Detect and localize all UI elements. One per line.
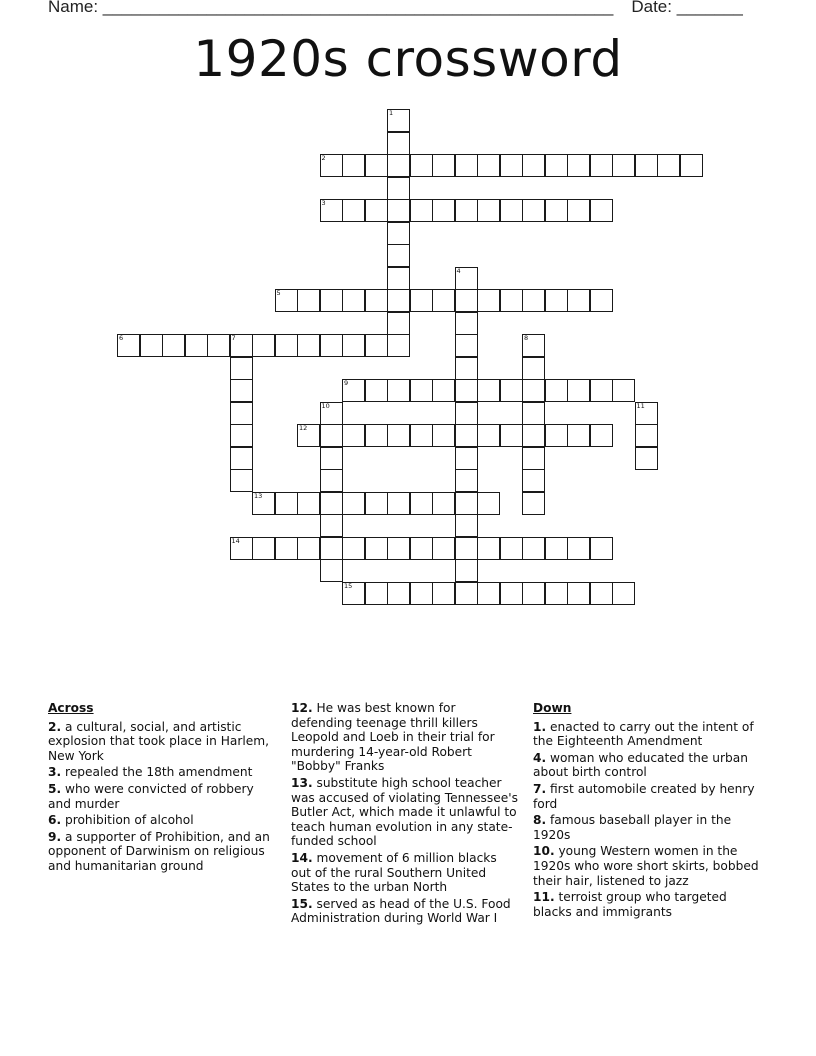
clue-number-label: 15 <box>344 581 353 590</box>
crossword-cell[interactable] <box>252 334 275 357</box>
crossword-cell[interactable] <box>320 469 343 492</box>
crossword-cell[interactable] <box>545 379 568 402</box>
crossword-cell[interactable] <box>635 402 658 425</box>
crossword-cell[interactable] <box>342 492 365 515</box>
crossword-cell[interactable] <box>387 244 410 267</box>
crossword-cell[interactable] <box>387 582 410 605</box>
crossword-cell[interactable] <box>275 492 298 515</box>
crossword-cell[interactable] <box>320 154 343 177</box>
crossword-cell[interactable] <box>432 289 455 312</box>
crossword-cell[interactable] <box>275 537 298 560</box>
crossword-cell[interactable] <box>567 154 590 177</box>
down-heading: Down <box>533 701 572 715</box>
crossword-cell[interactable] <box>522 537 545 560</box>
crossword-cell[interactable] <box>387 424 410 447</box>
crossword-cell[interactable] <box>455 357 478 380</box>
crossword-cell[interactable] <box>342 154 365 177</box>
clue-number-label: 11 <box>636 401 645 410</box>
crossword-cell[interactable] <box>522 492 545 515</box>
crossword-cell[interactable] <box>275 289 298 312</box>
crossword-cell[interactable] <box>455 424 478 447</box>
crossword-cell[interactable] <box>500 289 523 312</box>
crossword-cell[interactable] <box>230 334 253 357</box>
crossword-cell[interactable] <box>185 334 208 357</box>
crossword-cell[interactable] <box>477 492 500 515</box>
clue-number-label: 5 <box>276 289 281 297</box>
crossword-cell[interactable] <box>635 447 658 470</box>
clue-number: 11. <box>533 890 555 905</box>
across-clue-12 <box>291 701 519 774</box>
crossword-cell[interactable] <box>320 559 343 582</box>
crossword-cell[interactable] <box>612 582 635 605</box>
crossword-cell[interactable] <box>477 289 500 312</box>
clue-text: who were convicted of robbery and murder <box>48 781 254 811</box>
clue-number: 6. <box>48 813 62 828</box>
clue-text: a cultural, social, and artistic explosion that took place in Harlem, New York <box>48 719 270 763</box>
crossword-cell[interactable] <box>410 289 433 312</box>
crossword-cell[interactable] <box>320 537 343 560</box>
crossword-cell[interactable] <box>455 559 478 582</box>
crossword-cell[interactable] <box>410 537 433 560</box>
crossword-cell[interactable] <box>230 447 253 470</box>
crossword-cell[interactable] <box>455 379 478 402</box>
crossword-cell[interactable] <box>432 537 455 560</box>
crossword-cell[interactable] <box>567 582 590 605</box>
clue-number-label: 13 <box>254 491 263 500</box>
clue-text: movement of 6 million blacks out of the rural Southern United States to the urban North <box>291 850 497 895</box>
crossword-cell[interactable] <box>477 424 500 447</box>
down-clue-1 <box>533 720 761 749</box>
across-clues-col2 <box>291 701 519 928</box>
crossword-cell[interactable] <box>567 289 590 312</box>
crossword-cell[interactable] <box>387 132 410 155</box>
crossword-cell[interactable] <box>635 154 658 177</box>
crossword-cell[interactable] <box>545 582 568 605</box>
crossword-cell[interactable] <box>230 402 253 425</box>
crossword-cell[interactable] <box>522 379 545 402</box>
crossword-cell[interactable] <box>230 357 253 380</box>
clue-number: 2. <box>48 719 62 734</box>
across-clue-6 <box>48 813 276 828</box>
crossword-cell[interactable] <box>477 199 500 222</box>
crossword-cell[interactable] <box>320 289 343 312</box>
crossword-cell[interactable] <box>635 424 658 447</box>
crossword-cell[interactable] <box>522 289 545 312</box>
crossword-cell[interactable] <box>342 334 365 357</box>
down-clue-8 <box>533 813 761 842</box>
crossword-cell[interactable] <box>432 424 455 447</box>
crossword-cell[interactable] <box>455 267 478 290</box>
crossword-cell[interactable] <box>522 447 545 470</box>
clue-number: 13. <box>291 775 313 790</box>
crossword-cell[interactable] <box>387 109 410 132</box>
crossword-cell[interactable] <box>162 334 185 357</box>
crossword-cell[interactable] <box>365 492 388 515</box>
clue-number-label: 10 <box>321 401 330 410</box>
clue-text: repealed the 18th amendment <box>65 765 253 780</box>
crossword-cell[interactable] <box>365 154 388 177</box>
crossword-cell[interactable] <box>545 289 568 312</box>
crossword-cell[interactable] <box>500 582 523 605</box>
crossword-cell[interactable] <box>410 492 433 515</box>
clue-text: served as head of the U.S. Food Administration during World War I <box>291 896 511 926</box>
crossword-cell[interactable] <box>432 492 455 515</box>
crossword-cell[interactable] <box>522 402 545 425</box>
crossword-cell[interactable] <box>455 154 478 177</box>
crossword-cell[interactable] <box>477 379 500 402</box>
across-clue-9 <box>48 830 276 874</box>
crossword-cell[interactable] <box>387 267 410 290</box>
clue-number-label: 3 <box>321 199 326 207</box>
clue-text: famous baseball player in the 1920s <box>533 813 732 842</box>
crossword-cell[interactable] <box>365 537 388 560</box>
crossword-cell[interactable] <box>387 289 410 312</box>
crossword-cell[interactable] <box>387 154 410 177</box>
crossword-cell[interactable] <box>500 154 523 177</box>
crossword-cell[interactable] <box>612 379 635 402</box>
crossword-cell[interactable] <box>522 424 545 447</box>
crossword-cell[interactable] <box>500 199 523 222</box>
crossword-cell[interactable] <box>590 154 613 177</box>
crossword-cell[interactable] <box>140 334 163 357</box>
across-clues-col1 <box>48 701 276 876</box>
crossword-cell[interactable] <box>365 199 388 222</box>
clue-text: prohibition of alcohol <box>65 813 194 828</box>
crossword-cell[interactable] <box>455 582 478 605</box>
crossword-cell[interactable] <box>522 357 545 380</box>
crossword-cell[interactable] <box>545 424 568 447</box>
across-clue-2 <box>48 720 276 764</box>
clue-text: substitute high school teacher was accused of violating Tennessee's Butler Act, which made it unlawful to teach human evolution in any state-funded school <box>291 775 518 849</box>
clue-number: 8. <box>533 813 547 828</box>
crossword-cell[interactable] <box>567 424 590 447</box>
crossword-cell[interactable] <box>500 537 523 560</box>
crossword-cell[interactable] <box>387 537 410 560</box>
crossword-cell[interactable] <box>387 177 410 200</box>
clue-number: 9. <box>48 829 62 844</box>
crossword-cell[interactable] <box>252 537 275 560</box>
crossword-cell[interactable] <box>522 154 545 177</box>
clue-number-label: 6 <box>119 334 124 342</box>
crossword-cell[interactable] <box>522 582 545 605</box>
clue-number-label: 8 <box>524 334 529 342</box>
crossword-cell[interactable] <box>410 379 433 402</box>
clue-number: 4. <box>533 750 547 765</box>
crossword-cell[interactable] <box>365 582 388 605</box>
clue-number: 10. <box>533 844 555 859</box>
crossword-cell[interactable] <box>590 289 613 312</box>
crossword-cell[interactable] <box>342 582 365 605</box>
crossword-cell[interactable] <box>455 469 478 492</box>
clue-number-label: 14 <box>231 536 240 545</box>
crossword-cell[interactable] <box>522 334 545 357</box>
clue-number: 7. <box>533 781 547 796</box>
crossword-cell[interactable] <box>455 492 478 515</box>
clue-text: young Western women in the 1920s who wore short skirts, bobbed their hair, listened to jazz <box>533 844 759 888</box>
across-clue-3 <box>48 765 276 780</box>
crossword-cell[interactable] <box>432 199 455 222</box>
crossword-cell[interactable] <box>657 154 680 177</box>
crossword-cell[interactable] <box>320 424 343 447</box>
crossword-cell[interactable] <box>365 379 388 402</box>
crossword-cell[interactable] <box>387 222 410 245</box>
crossword-cell[interactable] <box>567 379 590 402</box>
down-clue-10 <box>533 844 761 888</box>
across-heading: Across <box>48 701 94 715</box>
crossword-cell[interactable] <box>410 154 433 177</box>
crossword-cell[interactable] <box>590 199 613 222</box>
crossword-cell[interactable] <box>477 154 500 177</box>
clue-number-label: 4 <box>456 266 461 275</box>
down-clues <box>533 701 761 921</box>
crossword-cell[interactable] <box>320 334 343 357</box>
crossword-cell[interactable] <box>387 379 410 402</box>
crossword-cell[interactable] <box>410 199 433 222</box>
clue-number-label: 1 <box>389 109 394 117</box>
crossword-cell[interactable] <box>117 334 140 357</box>
clue-number-label: 7 <box>231 334 236 342</box>
crossword-cell[interactable] <box>455 312 478 335</box>
crossword-cell[interactable] <box>387 199 410 222</box>
crossword-cell[interactable] <box>342 379 365 402</box>
clue-number: 1. <box>533 719 547 734</box>
across-clue-5 <box>48 782 276 811</box>
crossword-cell[interactable] <box>455 289 478 312</box>
crossword-cell[interactable] <box>387 492 410 515</box>
crossword-cell[interactable] <box>365 289 388 312</box>
down-clue-11 <box>533 890 761 919</box>
crossword-cell[interactable] <box>387 334 410 357</box>
crossword-cell[interactable] <box>342 424 365 447</box>
crossword-cell[interactable] <box>567 537 590 560</box>
crossword-cell[interactable] <box>320 447 343 470</box>
clue-number-label: 12 <box>299 424 308 432</box>
clue-text: a supporter of Prohibition, and an opponent of Darwinism on religious and humanitarian ground <box>48 829 270 873</box>
crossword-cell[interactable] <box>432 582 455 605</box>
crossword-cell[interactable] <box>297 424 320 447</box>
crossword-cell[interactable] <box>320 514 343 537</box>
clue-text: first automobile created by henry ford <box>533 781 755 811</box>
clue-text: terroist group who targeted blacks and immigrants <box>533 890 727 919</box>
clue-number: 5. <box>48 781 62 796</box>
crossword-cell[interactable] <box>455 447 478 470</box>
name-field-label: Name: ______________________________________________________ <box>48 0 614 16</box>
crossword-cell[interactable] <box>230 469 253 492</box>
down-clue-4 <box>533 751 761 780</box>
crossword-cell[interactable] <box>522 469 545 492</box>
crossword-cell[interactable] <box>477 537 500 560</box>
crossword-cell[interactable] <box>320 492 343 515</box>
crossword-cell[interactable] <box>545 154 568 177</box>
crossword-cell[interactable] <box>342 199 365 222</box>
clue-number: 14. <box>291 850 313 865</box>
crossword-cell[interactable] <box>500 424 523 447</box>
crossword-cell[interactable] <box>500 379 523 402</box>
crossword-cell[interactable] <box>387 312 410 335</box>
clue-text: He was best known for defending teenage thrill killers Leopold and Loeb in their trial for murdering 14-year-old Robert "Bobby" Franks <box>291 701 495 774</box>
crossword-cell[interactable] <box>252 492 275 515</box>
across-clue-13 <box>291 776 519 849</box>
crossword-cell[interactable] <box>455 402 478 425</box>
clue-number: 12. <box>291 701 313 715</box>
crossword-cell[interactable] <box>680 154 703 177</box>
crossword-cell[interactable] <box>275 334 298 357</box>
crossword-cell[interactable] <box>320 199 343 222</box>
crossword-cell[interactable] <box>522 199 545 222</box>
crossword-cell[interactable] <box>230 537 253 560</box>
crossword-cell[interactable] <box>455 334 478 357</box>
crossword-cell[interactable] <box>612 154 635 177</box>
down-clue-7 <box>533 782 761 811</box>
crossword-cell[interactable] <box>297 334 320 357</box>
crossword-cell[interactable] <box>590 582 613 605</box>
crossword-cell[interactable] <box>342 537 365 560</box>
crossword-cell[interactable] <box>207 334 230 357</box>
crossword-cell[interactable] <box>545 537 568 560</box>
crossword-cell[interactable] <box>432 379 455 402</box>
crossword-cell[interactable] <box>545 199 568 222</box>
across-clue-14 <box>291 851 519 895</box>
crossword-cell[interactable] <box>297 537 320 560</box>
crossword-cell[interactable] <box>410 424 433 447</box>
crossword-cell[interactable] <box>590 379 613 402</box>
crossword-cell[interactable] <box>455 199 478 222</box>
date-field-label: Date: _______ <box>631 0 743 16</box>
crossword-cell[interactable] <box>230 379 253 402</box>
crossword-cell[interactable] <box>477 582 500 605</box>
crossword-cell[interactable] <box>590 537 613 560</box>
crossword-cell[interactable] <box>230 424 253 447</box>
crossword-cell[interactable] <box>365 334 388 357</box>
clue-number-label: 2 <box>321 154 326 162</box>
clue-number-label: 9 <box>344 379 349 387</box>
crossword-cell[interactable] <box>365 424 388 447</box>
clue-number: 3. <box>48 765 62 780</box>
crossword-cell[interactable] <box>342 289 365 312</box>
clue-text: woman who educated the urban about birth control <box>533 750 748 780</box>
crossword-cell[interactable] <box>567 199 590 222</box>
clue-text: enacted to carry out the intent of the Eighteenth Amendment <box>533 719 754 749</box>
crossword-cell[interactable] <box>410 582 433 605</box>
across-clue-15 <box>291 897 519 926</box>
crossword-cell[interactable] <box>320 402 343 425</box>
page-title: 1920s crossword <box>193 30 623 88</box>
clue-number: 15. <box>291 896 313 911</box>
crossword-cell[interactable] <box>455 514 478 537</box>
crossword-cell[interactable] <box>590 424 613 447</box>
crossword-cell[interactable] <box>297 492 320 515</box>
crossword-cell[interactable] <box>297 289 320 312</box>
crossword-cell[interactable] <box>455 537 478 560</box>
crossword-cell[interactable] <box>432 154 455 177</box>
